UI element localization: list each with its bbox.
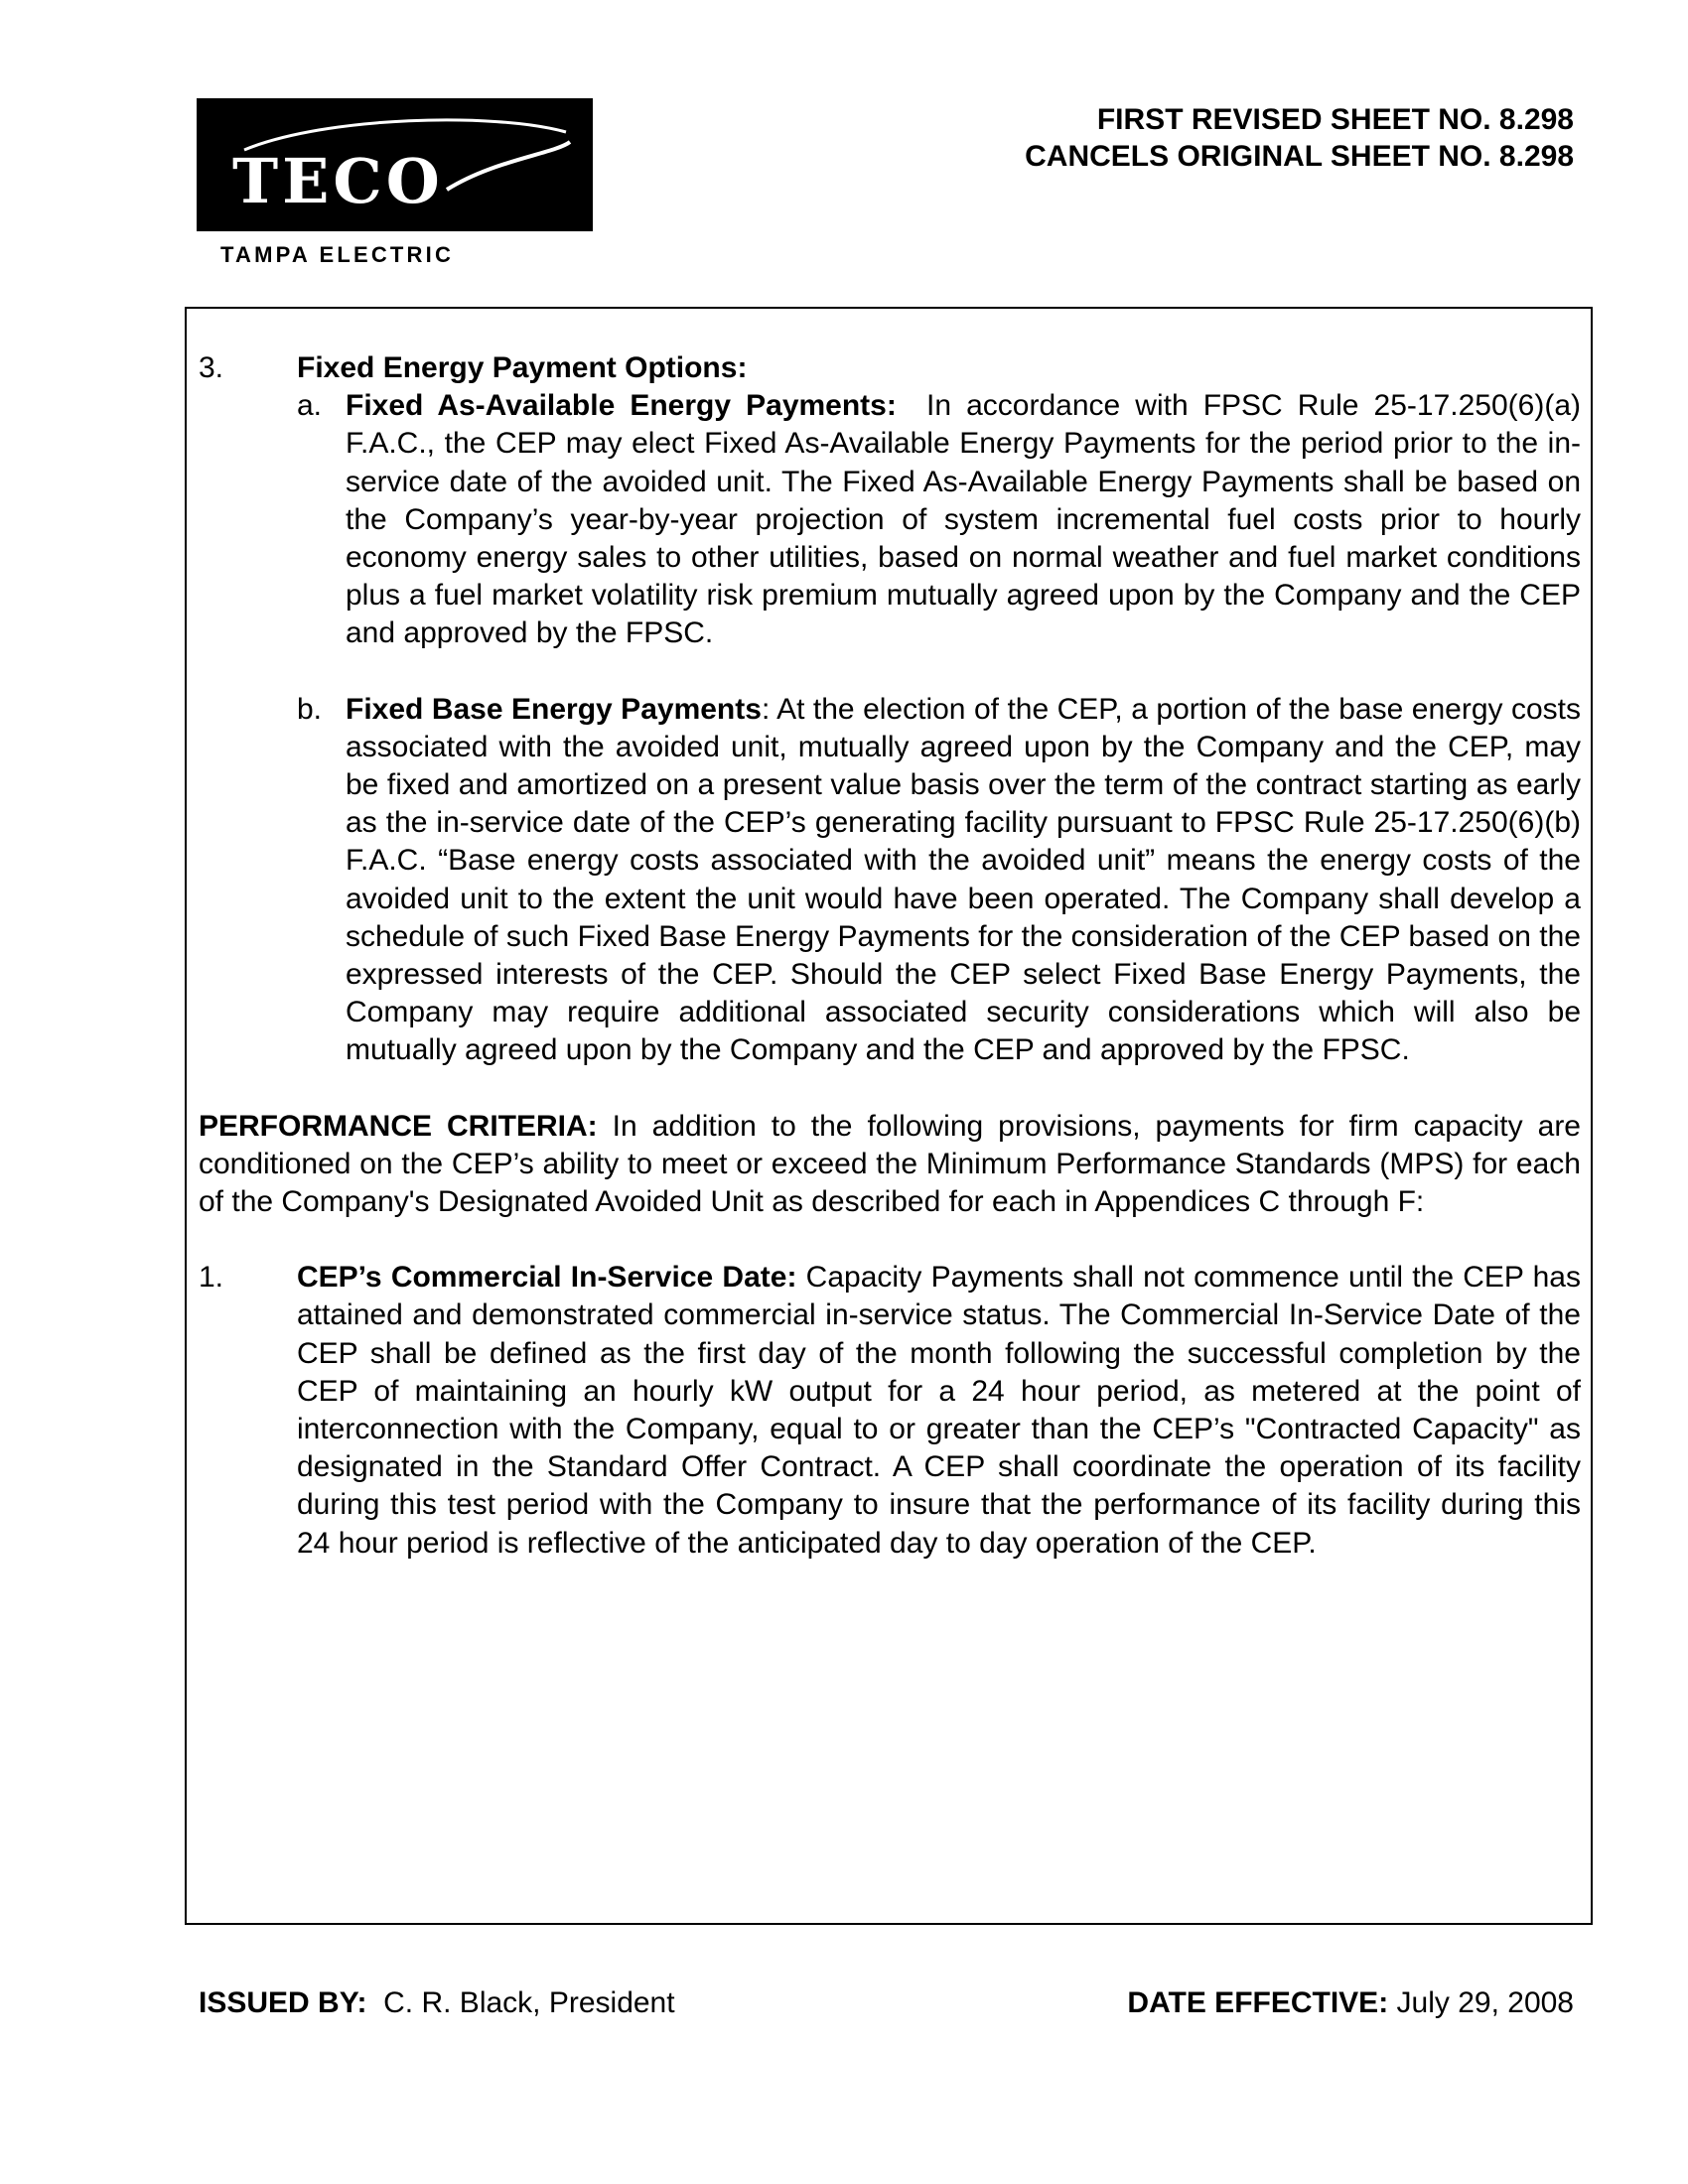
section-3a — [199, 387, 1581, 652]
item-heading: Fixed Base Energy Payments — [346, 692, 762, 726]
issued-by — [199, 1986, 675, 2020]
teco-logo — [197, 98, 593, 231]
tariff-content — [199, 349, 1581, 1563]
item-1 — [199, 1259, 1581, 1563]
performance-text: In addition to the following provisions, payments for firm capacity are conditioned on the CEP’s ability to meet or exceed the Minimum Performance Standards (MPS) for each of the Company's Designated Avoided Unit as described for each in Appendices C through F: — [199, 1109, 1581, 1219]
section-number: 3. — [199, 351, 224, 384]
item-heading: Fixed As-Available Energy Payments: — [346, 389, 897, 423]
logo-text: TECO — [232, 145, 444, 217]
sheet-number: FIRST REVISED SHEET NO. 8.298 — [1096, 103, 1574, 136]
date-effective — [1127, 1986, 1574, 2020]
performance-heading: PERFORMANCE CRITERIA: — [199, 1109, 598, 1143]
issued-by-value: C. R. Black, President — [383, 1986, 675, 2019]
issued-by-label: ISSUED BY: — [199, 1986, 367, 2019]
date-effective-value: July 29, 2008 — [1396, 1986, 1574, 2019]
sheet-header — [1025, 101, 1574, 175]
sheet-cancels: CANCELS ORIGINAL SHEET NO. 8.298 — [1025, 140, 1574, 173]
item-text: In accordance with FPSC Rule 25-17.250(6)(a) F.A.C., the CEP may elect Fixed As-Available Energy Payments for the period prior to the in-service date of the avoided unit. The Fixed As-Available Energy Payments shall be based on the Company’s year-by-year projection of system incremental fuel costs prior to hourly economy energy sales to other utilities, based on normal weather and fuel market conditions plus a fuel market volatility risk premium mutually agreed upon by the Company and the CEP and approved by the FPSC. — [346, 389, 1582, 650]
logo-subtitle: TAMPA ELECTRIC — [220, 242, 455, 267]
teco-logo-mark — [197, 98, 593, 231]
section-3b — [199, 691, 1581, 1070]
section-3-heading — [199, 349, 1581, 387]
section-title: Fixed Energy Payment Options: — [297, 351, 748, 384]
item-letter: b. — [297, 692, 323, 726]
item-heading: CEP’s Commercial In-Service Date: — [297, 1261, 797, 1295]
date-effective-label: DATE EFFECTIVE: — [1127, 1986, 1389, 2019]
item-text: Capacity Payments shall not commence until the CEP has attained and demonstrated commercial in-service status. The Commercial In-Service Date of the CEP shall be defined as the first day of the month following the successful completion by the CEP of maintaining an hourly kW output for a 24 hour period, as metered at the point of interconnection with the Company, equal to or greater than the CEP’s "Contracted Capacity" as designated in the Standard Offer Contract. A CEP shall coordinate the operation of its facility during this test period with the Company to insure that the performance of its facility during this 24 hour period is reflective of the anticipated day to day operation of the CEP. — [297, 1261, 1581, 1560]
item-text: : At the election of the CEP, a portion of the base energy costs associated with the avoided unit, mutually agreed upon by the Company and the CEP, may be fixed and amortized on a present value basis over the term of the contract starting as early as the in-service date of the CEP’s generating facility pursuant to FPSC Rule 25-17.250(6)(b) F.A.C. “Base energy costs associated with the avoided unit” means the energy costs of the avoided unit to the extent the unit would have been operated. The Company shall develop a schedule of such Fixed Base Energy Payments for the consideration of the CEP based on the expressed interests of the CEP. Should the CEP select Fixed Base Energy Payments, the Company may require additional associated security considerations which will also be mutually agreed upon by the Company and the CEP and approved by the FPSC. — [346, 692, 1581, 1067]
item-number: 1. — [199, 1261, 224, 1295]
performance-criteria — [199, 1108, 1581, 1222]
item-letter: a. — [297, 389, 323, 423]
